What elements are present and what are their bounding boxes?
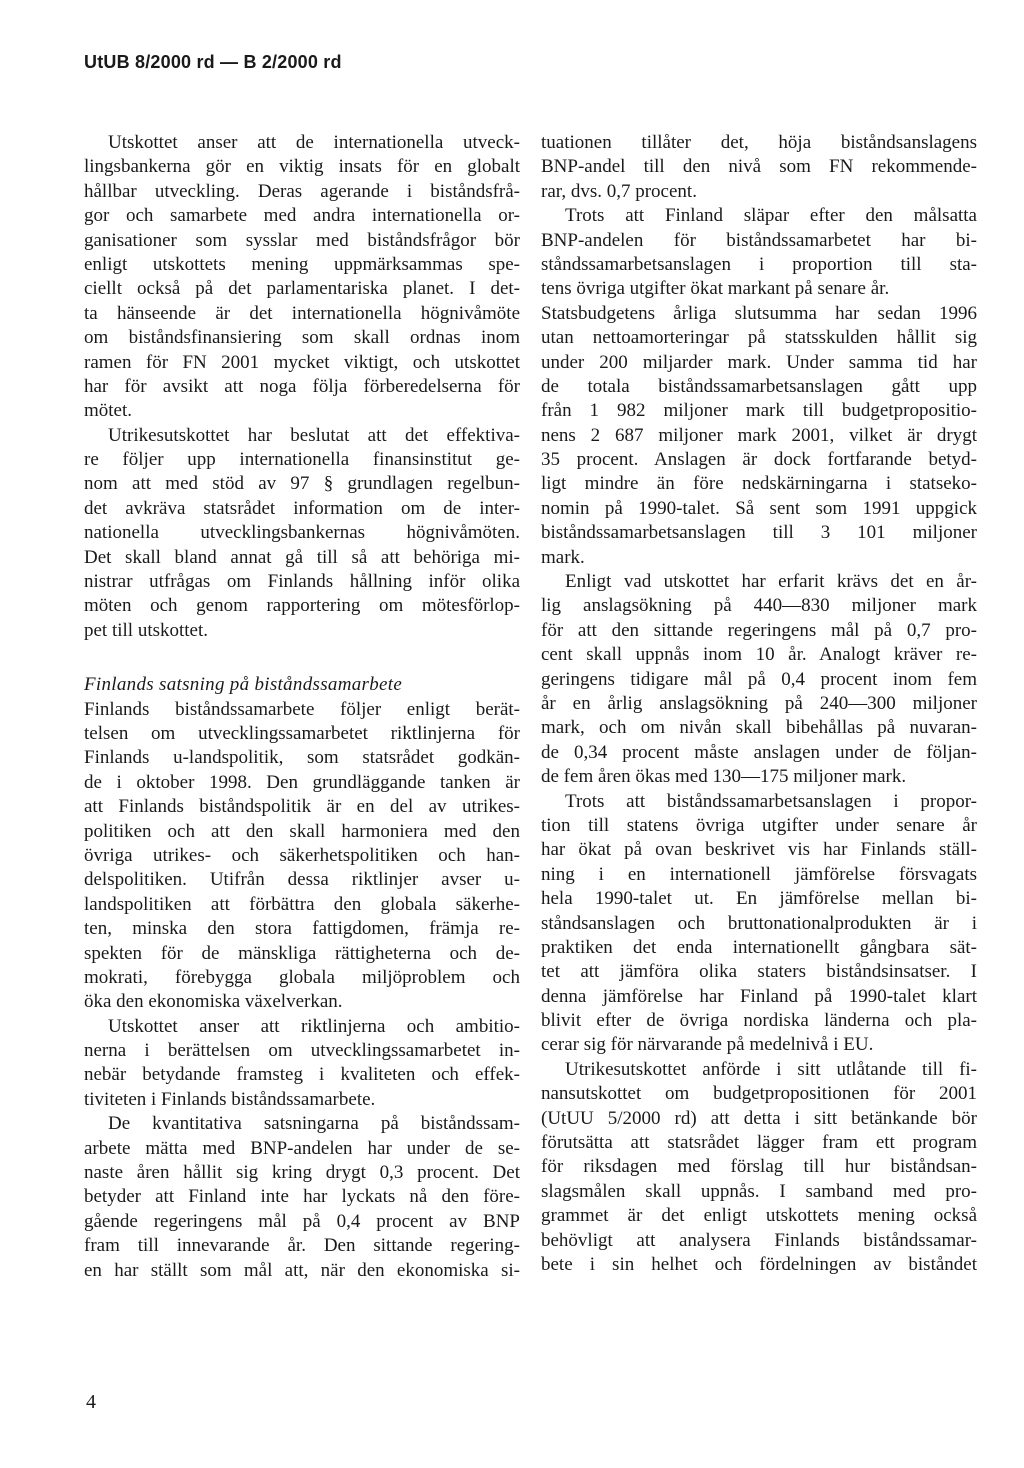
left-column-text-line: spekten för de mänskliga rättigheterna och de- [84,942,520,964]
left-column-text-line: mokrati, förebygga globala miljöproblem och [84,966,520,988]
left-column-text-line: enligt utskottets mening uppmärksammas spe- [84,253,520,275]
right-column-text-line: nens 2 687 miljoner mark 2001, vilket är drygt [541,424,977,446]
left-column-text-line: Utskottet anser att de internationella utveck- [108,132,520,153]
left-column-text-line: hållbar utveckling. Deras agerande i biståndsfrå- [84,180,520,202]
left-column-text-line: pet till utskottet. [84,619,209,641]
left-column-text-line: mötet. [84,400,133,422]
right-column-text-line: nomin på 1990-talet. Så sent som 1991 uppgick [541,497,977,519]
left-column-text-line: gor och samarbete med andra internationella or- [84,205,520,227]
right-column-text-line: BNP-andel till den nivå som FN rekommende- [541,156,977,178]
left-column-text-line: att Finlands biståndspolitik är en del av utrikes- [84,796,520,818]
left-column-text-line: betyder att Finland inte har lyckats nå den före- [84,1186,520,1208]
right-column-text-line: de totala biståndssamarbetsanslagen gått upp [541,375,977,397]
left-column-text-line: politiken och att den skall harmoniera med den [84,820,520,842]
left-column-text-line: ciellt också på det parlamentariska planet. I det- [84,278,520,300]
right-column-text-line: rar, dvs. 0,7 procent. [541,180,697,202]
right-column-text-line: biståndssamarbetsanslagen till 3 101 miljoner [541,522,977,544]
right-column-text-line: lig anslagsökning på 440—830 miljoner mark [541,595,977,617]
right-column-text-line: praktiken det enda internationellt gångbara sät- [541,936,977,958]
right-column-text-line: bete i sin helhet och fördelningen av biståndet [541,1253,977,1275]
right-column-text-line: från 1 982 miljoner mark till budgetpropositio- [541,400,977,422]
left-column-text-line: Finlands u-landspolitik, som statsrådet godkän- [84,747,520,769]
right-column-text-line: under 200 miljarder mark. Under samma tid har [541,351,977,373]
left-column-text-line: Utrikesutskottet har beslutat att det effektiva- [108,424,520,446]
left-column-text-line: möten och genom rapportering om mötesförlop- [84,595,520,617]
right-column-text-line: cerar sig för närvarande på medelnivå i EU. [541,1034,874,1056]
right-column-text-line: BNP-andelen för biståndssamarbetet har bi- [541,229,977,251]
left-column-text-line: nerna i berättelsen om utvecklingssamarbetet in- [84,1040,520,1062]
right-column [541,131,977,1277]
right-column-text-line: för att den sittande regeringens mål på 0,7 pro- [541,619,977,641]
left-column-text-line: tiviteten i Finlands biståndssamarbete. [84,1088,376,1110]
left-column-text-line: arbete mätta med BNP-andelen har under de se- [84,1137,520,1159]
left-column-text-line: en har ställt som mål att, när den ekonomiska si- [84,1259,520,1281]
left-column-text-line: Finlands biståndssamarbete följer enligt berät- [84,698,520,720]
left-column-text-line: ramen för FN 2001 mycket viktigt, och utskottet [84,351,520,373]
right-column-text-line: mark. [541,546,585,568]
left-column-text-line: re följer upp internationella finansinstitut ge- [84,449,520,471]
right-column-text-line: har ökat på ovan beskrivet vis har Finlands ställ- [541,839,977,861]
page-number: 4 [86,1391,96,1413]
right-column-text-line: Statsbudgetens årliga slutsumma har sedan 1996 [541,302,977,324]
left-column-text-line: de i oktober 1998. Den grundläggande tanken är [84,771,520,793]
right-column-text-line: tet att jämföra olika staters biståndsinsatser. I [541,961,977,983]
right-column-text-line: 35 procent. Anslagen är dock fortfarande betyd- [541,449,977,471]
right-column-text-line: ståndsanslagen och bruttonationalprodukten är i [541,912,977,934]
left-column-text-line: Det skall bland annat gå till så att behöriga mi- [84,546,520,568]
right-column-text-line: Enligt vad utskottet har erfarit krävs det en år- [565,571,977,593]
right-column-text-line: tens övriga utgifter ökat markant på senare år. [541,278,890,300]
left-column-text-line: naste åren hållit sig kring drygt 0,3 procent. Det [84,1162,520,1184]
left-column-text-line: övriga utrikes- och säkerhetspolitiken och han- [84,844,520,866]
right-column-text-line: de fem åren ökas med 130—175 miljoner mark. [541,766,907,788]
right-column-text-line: Trots att biståndssamarbetsanslagen i propor- [565,790,977,812]
left-column-text-line: gående regeringens mål på 0,4 procent av BNP [84,1210,520,1232]
left-column-text-line: delspolitiken. Utifrån dessa riktlinjer avser u- [84,869,520,891]
left-column-text-line: lingsbankerna gör en viktig insats för en globalt [84,156,520,178]
right-column-text-line: ståndssamarbetsanslagen i proportion till sta- [541,253,977,275]
right-column-text-line: ning i en internationell jämförelse försvagats [541,863,977,885]
left-column-text-line: det avkräva statsrådet information om de inter- [84,497,520,519]
right-column-text-line: geringens tidigare mål på 0,4 procent inom fem [541,668,977,690]
left-column-text-line: om biståndsfinansiering som skall ordnas inom [84,327,520,349]
left-column-text-line: landspolitiken att förbättra den globala säkerhe- [84,893,520,915]
right-column-text-line: Trots att Finland släpar efter den målsatta [565,205,977,227]
paragraph-gap [84,643,520,673]
right-column-text-line: nansutskottet om budgetpropositionen för 2001 [541,1083,977,1105]
right-column-text-line: slagsmålen skall uppnås. I samband med pro- [541,1180,977,1202]
left-column-text-line: telsen om utvecklingssamarbetet riktlinjerna för [84,722,520,744]
right-column-text-line: grammet är det enligt utskottets mening också [541,1205,977,1227]
right-column-text-line: denna jämförelse har Finland på 1990-talet klart [541,985,977,1007]
left-column-text-line: Utskottet anser att riktlinjerna och ambitio- [108,1015,520,1037]
section-heading: Finlands satsning på biståndssamarbete [84,674,403,696]
left-column-text-line: nom att med stöd av 97 § grundlagen regelbun- [84,473,520,495]
right-column-text-line: tion till statens övriga utgifter under senare år [541,814,977,836]
right-column-text-line: förutsätta att statsrådet lägger fram ett program [541,1132,977,1154]
left-column-text-line: öka den ekonomiska växelverkan. [84,991,343,1013]
right-column-text-line: ligt mindre än före nedskärningarna i statseko- [541,473,977,495]
right-column-text-line: cent skall uppnås inom 10 år. Analogt kräver re- [541,644,977,666]
right-column-text-line: utan nettoamorteringar på statsskulden hållit sig [541,327,977,349]
left-column-text-line: ten, minska den stora fattigdomen, främja re- [84,918,520,940]
left-column-text-line: ganisationer som sysslar med biståndsfrågor bör [84,229,520,251]
right-column-text-line: blivit efter de övriga nordiska länderna och pla- [541,1010,977,1032]
left-column-text-line: nationella utvecklingsbankernas högnivåmöten. [84,522,520,544]
right-column-text-line: för riksdagen med förslag till hur biståndsan- [541,1156,977,1178]
running-header: UtUB 8/2000 rd — B 2/2000 rd [84,52,342,72]
left-column [84,131,520,1283]
left-column-text-line: nistrar utfrågas om Finlands hållning inför olika [84,571,520,593]
right-column-text-line: mark, och om nivån skall bibehållas på nuvaran- [541,717,977,739]
right-column-text-line: år en årlig anslagsökning på 240—300 miljoner [541,692,977,714]
right-column-text-line: de 0,34 procent måste anslagen under de följan- [541,741,977,763]
left-column-text-line: ta hänseende är det internationella högnivåmöte [84,302,520,324]
left-column-text-line: har för avsikt att noga följa förberedelserna för [84,375,520,397]
left-column-text-line: De kvantitativa satsningarna på biståndssam- [108,1113,520,1135]
right-column-text-line: tuationen tillåter det, höja biståndsanslagens [541,132,977,153]
right-column-text-line: hela 1990-talet ut. En jämförelse mellan bi- [541,888,977,910]
right-column-text-line: behövligt att analysera Finlands biståndssamar- [541,1229,977,1251]
left-column-text-line: fram till innevarande år. Den sittande regering- [84,1235,520,1257]
right-column-text-line: Utrikesutskottet anförde i sitt utlåtande till fi- [565,1058,977,1080]
right-column-text-line: (UtUU 5/2000 rd) att detta i sitt betänkande bör [541,1107,977,1129]
left-column-text-line: nebär betydande framsteg i kvaliteten och effek- [84,1064,520,1086]
